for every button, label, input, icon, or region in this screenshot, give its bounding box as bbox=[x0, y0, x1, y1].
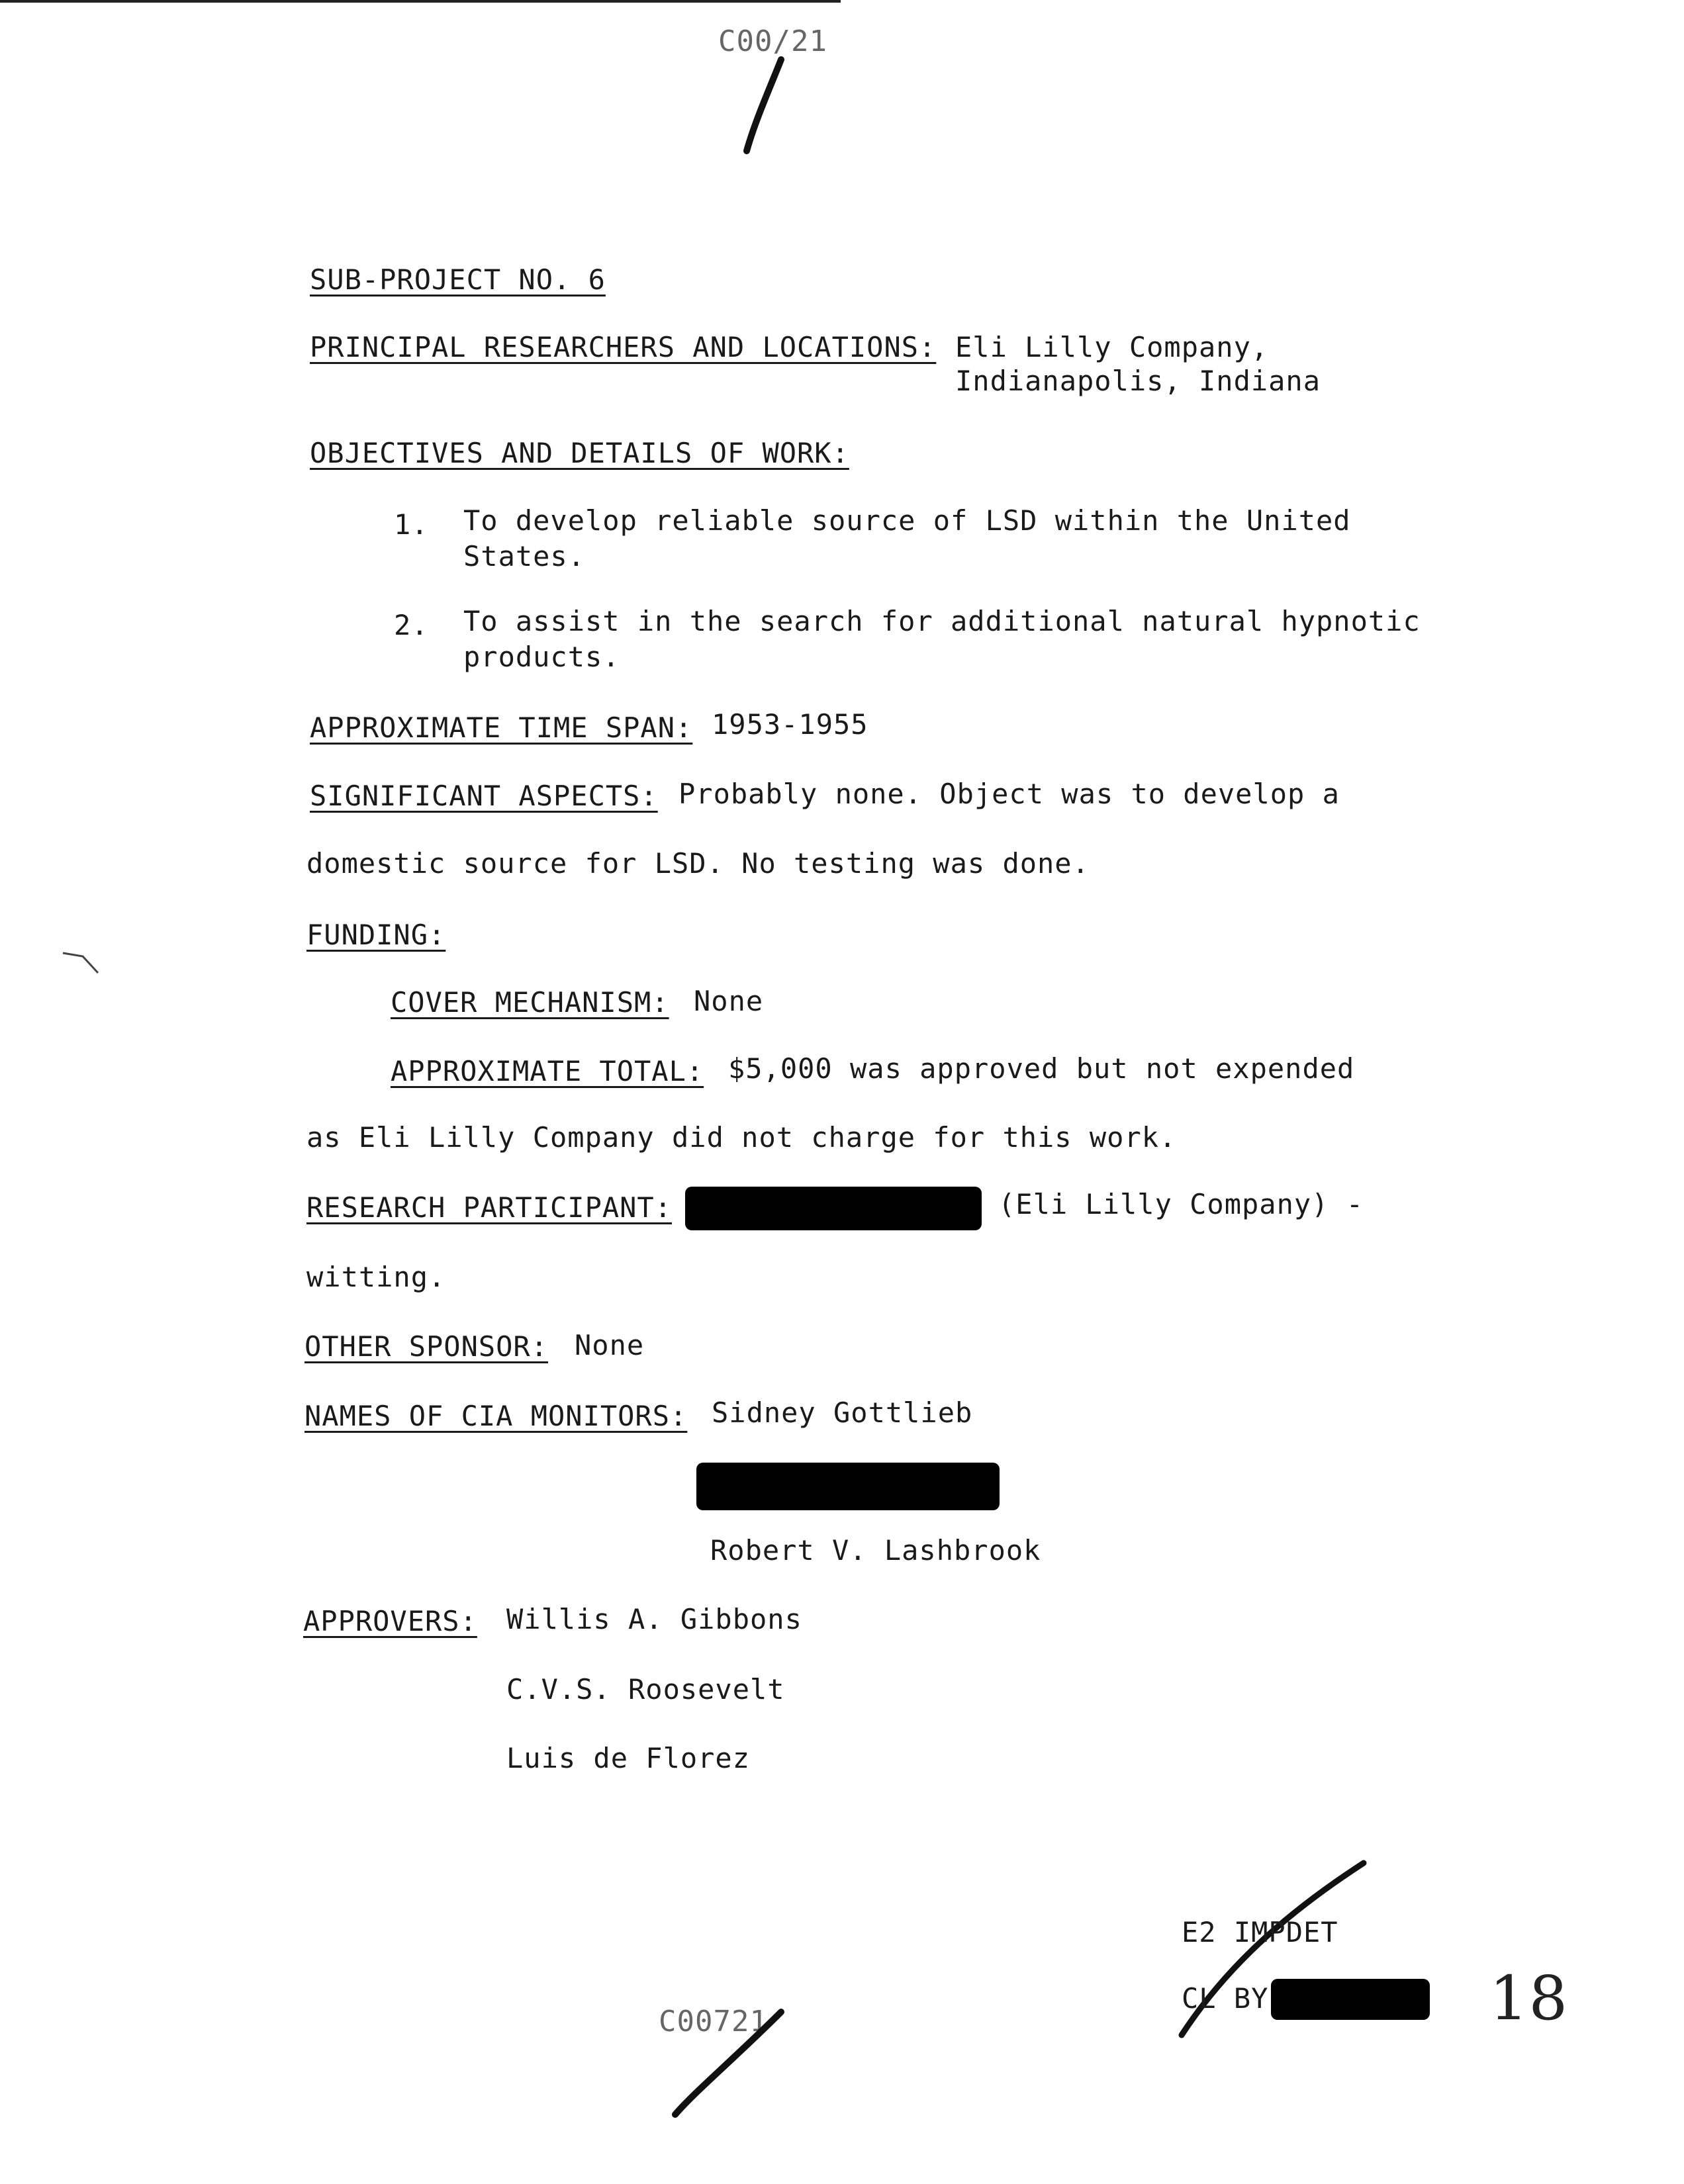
participant-value-line1: (Eli Lilly Company) - bbox=[998, 1188, 1364, 1220]
stamp-number-bottom: C00721 bbox=[659, 2005, 768, 2038]
principal-label: PRINCIPAL RESEARCHERS AND LOCATIONS: bbox=[310, 331, 937, 363]
page-number: 18 bbox=[1489, 1963, 1569, 2034]
other-sponsor-label: OTHER SPONSOR: bbox=[304, 1330, 549, 1363]
time-span-value: 1953-1955 bbox=[712, 708, 868, 741]
classification-redaction bbox=[1271, 1979, 1430, 2020]
principal-line1: Eli Lilly Company, bbox=[955, 331, 1269, 363]
objectives-label: OBJECTIVES AND DETAILS OF WORK: bbox=[310, 437, 849, 469]
approver-name-1: Willis A. Gibbons bbox=[506, 1603, 802, 1635]
significant-line1: Probably none. Object was to develop a bbox=[678, 778, 1340, 810]
cia-monitor-name-1: Sidney Gottlieb bbox=[712, 1396, 973, 1429]
objective-1-line2: States. bbox=[463, 540, 586, 572]
approver-name-2: C.V.S. Roosevelt bbox=[506, 1673, 785, 1706]
principal-line2: Indianapolis, Indiana bbox=[955, 365, 1321, 397]
bottom-slash-mark bbox=[675, 2012, 781, 2115]
classification-line1: E2 IMPDET bbox=[1182, 1916, 1338, 1948]
objective-2-number: 2. bbox=[394, 609, 429, 641]
stamp-number-top: C00/21 bbox=[718, 24, 827, 58]
participant-label: RESEARCH PARTICIPANT: bbox=[306, 1191, 673, 1224]
cia-monitors-label: NAMES OF CIA MONITORS: bbox=[304, 1400, 688, 1432]
sub-project-heading: SUB-PROJECT NO. 6 bbox=[310, 263, 606, 296]
approximate-total-line2: as Eli Lilly Company did not charge for this work. bbox=[306, 1121, 1177, 1154]
significant-label: SIGNIFICANT ASPECTS: bbox=[310, 780, 658, 812]
participant-value-line2: witting. bbox=[306, 1261, 446, 1293]
objective-2-line2: products. bbox=[463, 641, 620, 673]
classification-line2: CL BY bbox=[1182, 1982, 1269, 2015]
approximate-total-label: APPROXIMATE TOTAL: bbox=[391, 1055, 704, 1087]
monitor-redaction bbox=[696, 1463, 1000, 1510]
top-slash-mark bbox=[747, 60, 781, 151]
objective-2-line1: To assist in the search for additional natural hypnotic bbox=[463, 605, 1421, 637]
other-sponsor-value: None bbox=[575, 1329, 645, 1361]
cover-mechanism-label: COVER MECHANISM: bbox=[391, 986, 669, 1019]
objective-1-line1: To develop reliable source of LSD within the United bbox=[463, 504, 1351, 537]
time-span-label: APPROXIMATE TIME SPAN: bbox=[310, 711, 693, 744]
funding-label: FUNDING: bbox=[306, 919, 446, 951]
cover-mechanism-value: None bbox=[694, 985, 764, 1017]
participant-redaction bbox=[685, 1187, 982, 1230]
objective-1-number: 1. bbox=[394, 508, 429, 541]
approvers-label: APPROVERS: bbox=[303, 1605, 477, 1637]
significant-line2: domestic source for LSD. No testing was done. bbox=[306, 847, 1090, 880]
left-margin-mark bbox=[63, 953, 98, 973]
approver-name-3: Luis de Florez bbox=[506, 1742, 751, 1774]
cia-monitor-name-2: Robert V. Lashbrook bbox=[710, 1534, 1041, 1567]
approximate-total-line1: $5,000 was approved but not expended bbox=[728, 1052, 1355, 1085]
